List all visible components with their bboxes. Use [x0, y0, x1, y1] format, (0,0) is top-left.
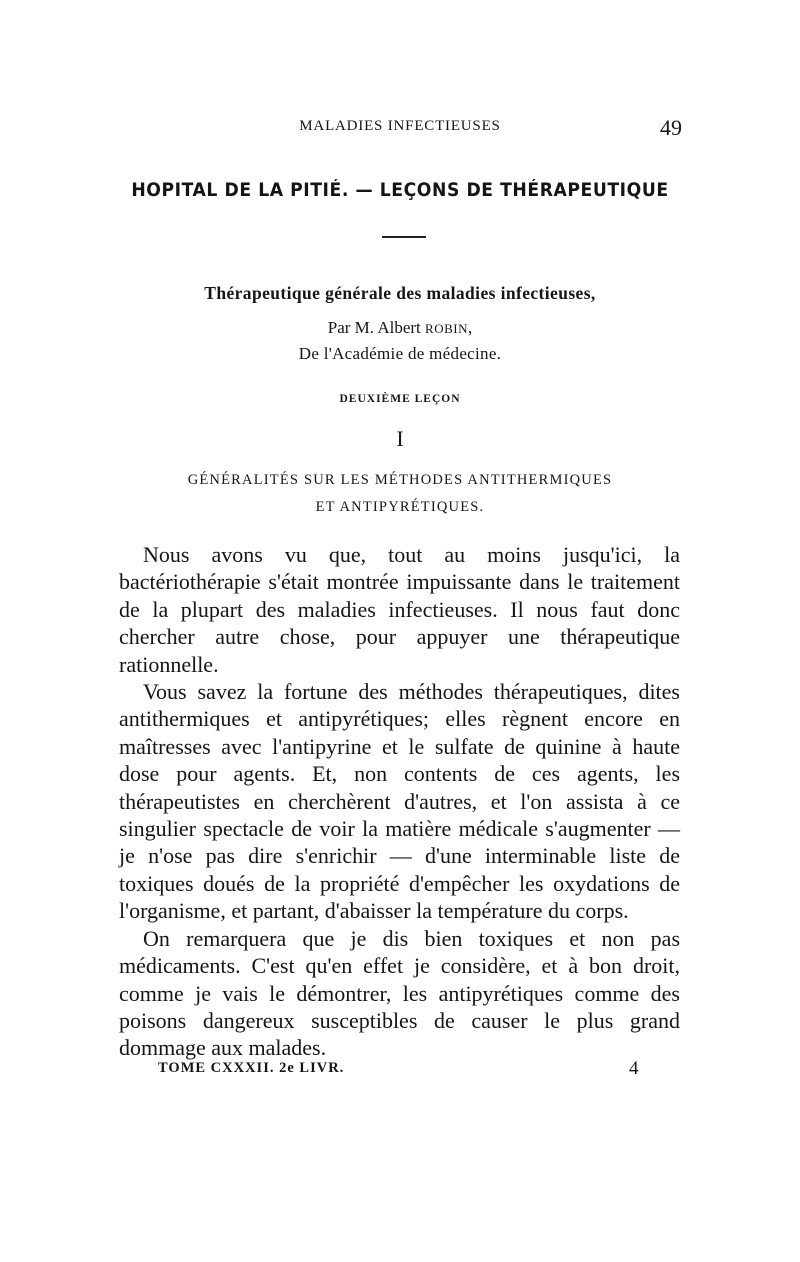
author-suffix: , [467, 318, 473, 337]
paragraph: Vous savez la fortune des méthodes thérapeutiques, dites antithermiques et antipyrétiques; elles règnent encore en maîtresses avec l'antipyrine et le sulfate de quinine à haute dose pour agents. Et, non contents de ces agents, les thérapeutistes en cherchèrent d'autres, et l'on assista à ce singulier spectacle de voir la matière médicale s'augmenter — je n'ose pas dire s'enrichir — d'une interminable liste de toxiques doués de la propriété d'empêcher les oxydations de l'organisme, et partant, d'abaisser la température du corps. [119, 679, 680, 924]
lecture-title: Thérapeutique générale des maladies infectieuses, [204, 283, 596, 303]
author-line [0, 318, 800, 338]
running-head [0, 115, 800, 140]
section-number: I [396, 426, 404, 451]
sheet-number: 4 [629, 1058, 639, 1079]
page-footer [0, 1060, 800, 1080]
title-rule [382, 236, 426, 238]
article-title: HOPITAL DE LA PITIÉ. — LEÇONS DE THÉRAPEUTIQUE [131, 180, 669, 201]
paragraph: On remarquera que je dis bien toxiques et non pas médicaments. C'est qu'en effet je considère, et à bon droit, comme je vais le démontrer, les antipyrétiques comme des poisons dangereux susceptibles de causer le plus grand dommage aux malades. [119, 925, 680, 1061]
author-affiliation: De l'Académie de médecine. [298, 344, 502, 363]
running-title: MALADIES INFECTIEUSES [299, 118, 501, 134]
author-prefix: Par M. Albert [327, 318, 426, 337]
author-name [425, 318, 468, 337]
paragraph: Nous avons vu que, tout au moins jusqu'ici, la bactériothérapie s'était montrée impuissante dans le traitement de la plupart des maladies infectieuses. Il nous faut donc chercher autre chose, pour appuyer une thérapeutique rationnelle. [119, 542, 680, 677]
section-heading-line1: GÉNÉRALITÉS SUR LES MÉTHODES ANTITHERMIQUES [187, 472, 613, 488]
section-heading-line2: ET ANTIPYRÉTIQUES. [315, 499, 485, 515]
page-number: 49 [660, 115, 682, 140]
body-text [119, 541, 680, 1062]
author-surname: ROBIN [425, 321, 468, 336]
lecon-label: DEUXIÈME LEÇON [339, 393, 461, 405]
signature-mark: TOME CXXXII. 2e LIVR. [158, 1060, 345, 1076]
